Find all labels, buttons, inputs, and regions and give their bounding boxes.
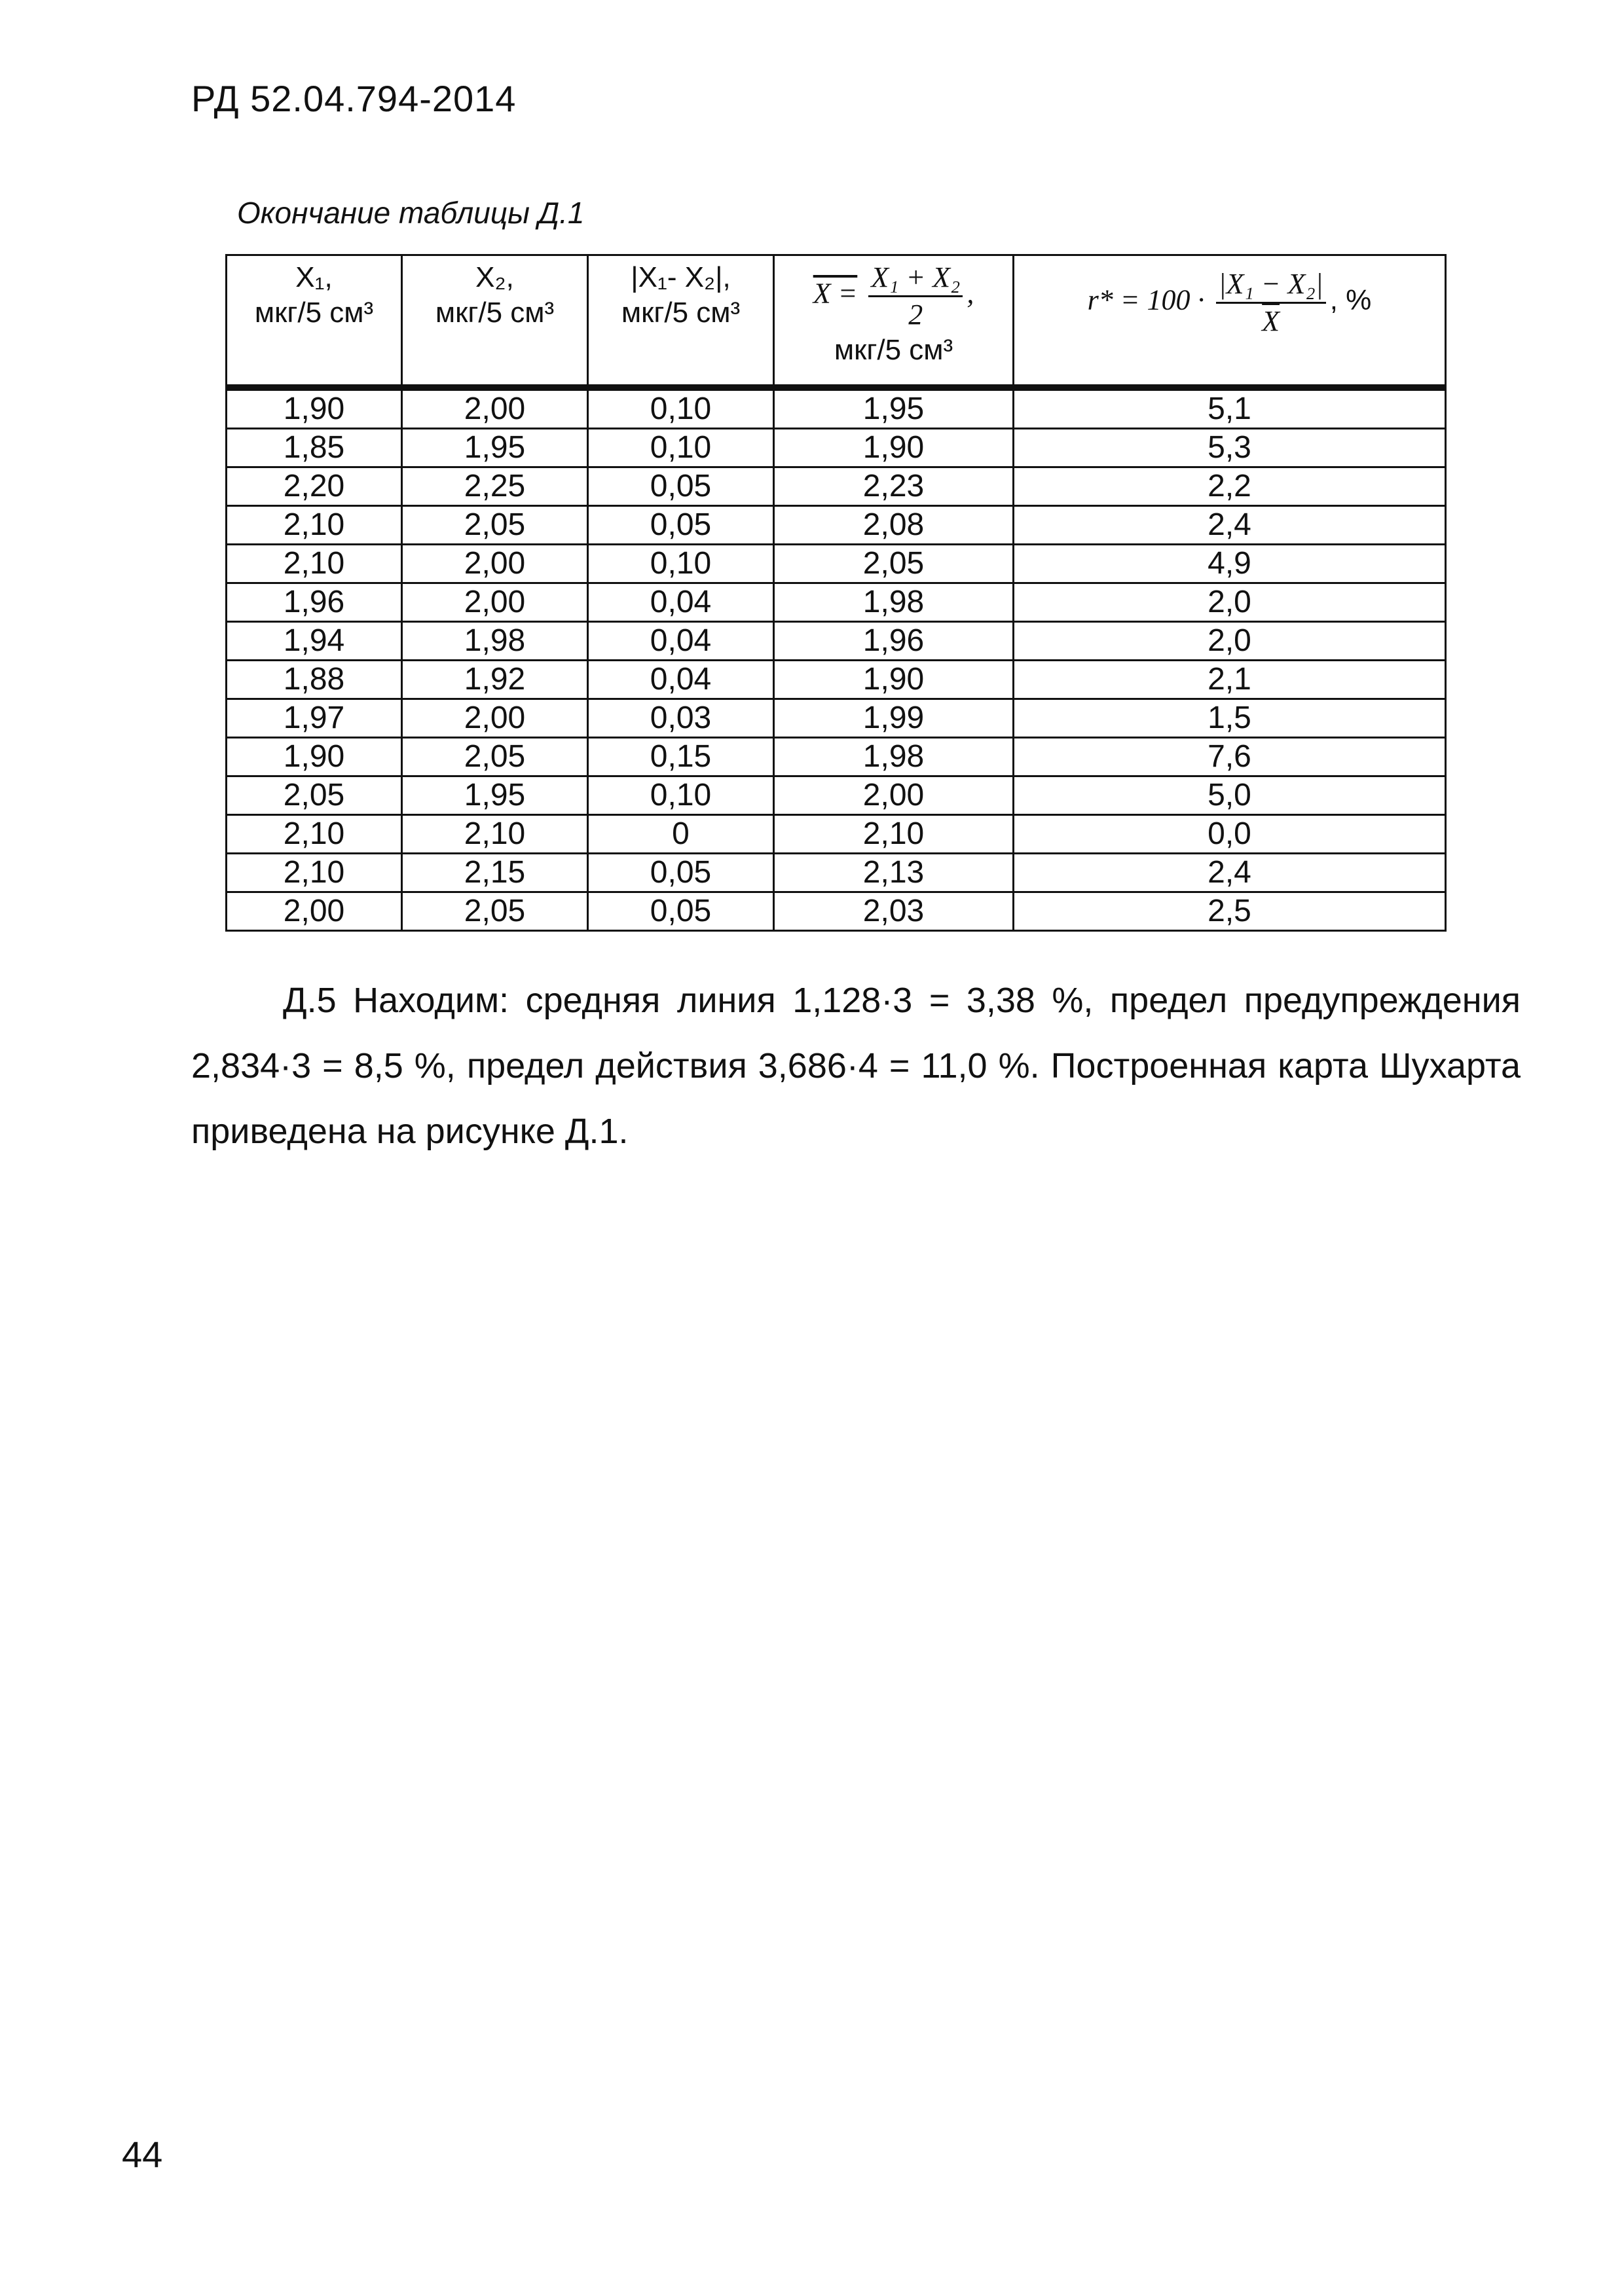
table-cell: 2,05 xyxy=(402,738,588,776)
table-cell: 1,98 xyxy=(774,738,1014,776)
table-cell: 2,15 xyxy=(402,854,588,892)
table-cell: 1,92 xyxy=(402,661,588,699)
table-cell: 0,0 xyxy=(1014,815,1446,854)
table-row xyxy=(227,892,1446,931)
table-cell: 1,98 xyxy=(402,622,588,661)
table-row xyxy=(227,545,1446,583)
table-body xyxy=(227,388,1446,931)
table-cell: 2,00 xyxy=(774,776,1014,815)
table-row xyxy=(227,776,1446,815)
table-row xyxy=(227,388,1446,429)
table-row xyxy=(227,738,1446,776)
table-cell: 5,3 xyxy=(1014,429,1446,467)
table-cell: 2,05 xyxy=(402,506,588,545)
table-cell: 2,13 xyxy=(774,854,1014,892)
table-row xyxy=(227,429,1446,467)
table-cell: 2,23 xyxy=(774,467,1014,506)
table-cell: 1,96 xyxy=(227,583,402,622)
header-r-formula xyxy=(1014,255,1446,388)
table-cell: 1,98 xyxy=(774,583,1014,622)
header-x1: X₁, мкг/5 см³ xyxy=(227,255,402,388)
paragraph-text: Д.5 Находим: средняя линия 1,128·3 = 3,38 %, предел предупреждения 2,834·3 = 8,5 %, предел действия 3,686·4 = 11,0 %. Построенная карта Шухарта приведена на рисунке Д.1. xyxy=(191,981,1521,1151)
table-cell: 1,95 xyxy=(402,776,588,815)
table-cell: 0,05 xyxy=(588,506,774,545)
table-cell: 2,0 xyxy=(1014,622,1446,661)
table-cell: 0,15 xyxy=(588,738,774,776)
table-cell: 0,05 xyxy=(588,854,774,892)
table-cell: 1,95 xyxy=(774,388,1014,429)
mean-formula: X = $\frac{\text{X₁ + X₂}}{2}$ , xyxy=(813,261,974,331)
table-cell: 5,0 xyxy=(1014,776,1446,815)
table-cell: 0,10 xyxy=(588,388,774,429)
table-cell: 2,08 xyxy=(774,506,1014,545)
table-cell: 1,96 xyxy=(774,622,1014,661)
table-row xyxy=(227,583,1446,622)
table-cell: 2,05 xyxy=(227,776,402,815)
table-cell: 2,00 xyxy=(402,388,588,429)
table-cell: 4,9 xyxy=(1014,545,1446,583)
table-cell: 2,05 xyxy=(402,892,588,931)
table-cell: 1,97 xyxy=(227,699,402,738)
table-cell: 1,94 xyxy=(227,622,402,661)
table-cell: 1,85 xyxy=(227,429,402,467)
table-cell: 1,90 xyxy=(227,388,402,429)
table-cell: 7,6 xyxy=(1014,738,1446,776)
table-cell: 2,25 xyxy=(402,467,588,506)
table-cell: 2,00 xyxy=(402,699,588,738)
header-abs-diff: |X₁- X₂|, мкг/5 см³ xyxy=(588,255,774,388)
table-cell: 0,04 xyxy=(588,622,774,661)
table-row xyxy=(227,699,1446,738)
page-number: 44 xyxy=(122,2134,163,2175)
table-cell: 1,99 xyxy=(774,699,1014,738)
table-cell: 2,1 xyxy=(1014,661,1446,699)
table-cell: 2,2 xyxy=(1014,467,1446,506)
table-row xyxy=(227,467,1446,506)
table-cell: 2,20 xyxy=(227,467,402,506)
table-cell: 2,03 xyxy=(774,892,1014,931)
table-cell: 2,10 xyxy=(227,506,402,545)
table-cell: 2,4 xyxy=(1014,506,1446,545)
table-cell: 5,1 xyxy=(1014,388,1446,429)
paragraph-d5 xyxy=(191,968,1521,1164)
table-cell: 1,90 xyxy=(774,429,1014,467)
table-row xyxy=(227,506,1446,545)
table-cell: 2,0 xyxy=(1014,583,1446,622)
table-caption: Окончание таблицы Д.1 xyxy=(237,196,585,230)
table-cell: 0,10 xyxy=(588,545,774,583)
table-cell: 2,4 xyxy=(1014,854,1446,892)
table-cell: 2,00 xyxy=(402,583,588,622)
table-cell: 2,10 xyxy=(227,815,402,854)
table-cell: 2,5 xyxy=(1014,892,1446,931)
table-row xyxy=(227,854,1446,892)
table-cell: 2,00 xyxy=(227,892,402,931)
table-row xyxy=(227,622,1446,661)
table-cell: 0,05 xyxy=(588,467,774,506)
table-cell: 1,90 xyxy=(774,661,1014,699)
table-cell: 1,95 xyxy=(402,429,588,467)
table-header-row xyxy=(227,255,1446,388)
table-cell: 2,10 xyxy=(774,815,1014,854)
table-row xyxy=(227,661,1446,699)
table-row xyxy=(227,815,1446,854)
table-cell: 0,10 xyxy=(588,776,774,815)
document-code: РД 52.04.794-2014 xyxy=(191,78,517,119)
table-cell: 0,05 xyxy=(588,892,774,931)
table-cell: 2,10 xyxy=(227,854,402,892)
r-formula: r* = 100 · $\frac{\text{|X₁ − X₂|}}{X}$ , % xyxy=(1087,268,1372,337)
table-cell: 0,04 xyxy=(588,583,774,622)
table-cell: 0 xyxy=(588,815,774,854)
table-cell: 0,04 xyxy=(588,661,774,699)
table-cell: 0,10 xyxy=(588,429,774,467)
table-cell: 1,5 xyxy=(1014,699,1446,738)
table-cell: 2,05 xyxy=(774,545,1014,583)
header-x2: X₂, мкг/5 см³ xyxy=(402,255,588,388)
header-mean-formula: X = $\frac{\text{X₁ + X₂}}{2}$ , мкг/5 см³ xyxy=(774,255,1014,388)
data-table xyxy=(225,254,1447,932)
table-cell: 2,10 xyxy=(227,545,402,583)
table-cell: 1,88 xyxy=(227,661,402,699)
table-cell: 0,03 xyxy=(588,699,774,738)
table-cell: 2,00 xyxy=(402,545,588,583)
table-cell: 1,90 xyxy=(227,738,402,776)
table-cell: 2,10 xyxy=(402,815,588,854)
